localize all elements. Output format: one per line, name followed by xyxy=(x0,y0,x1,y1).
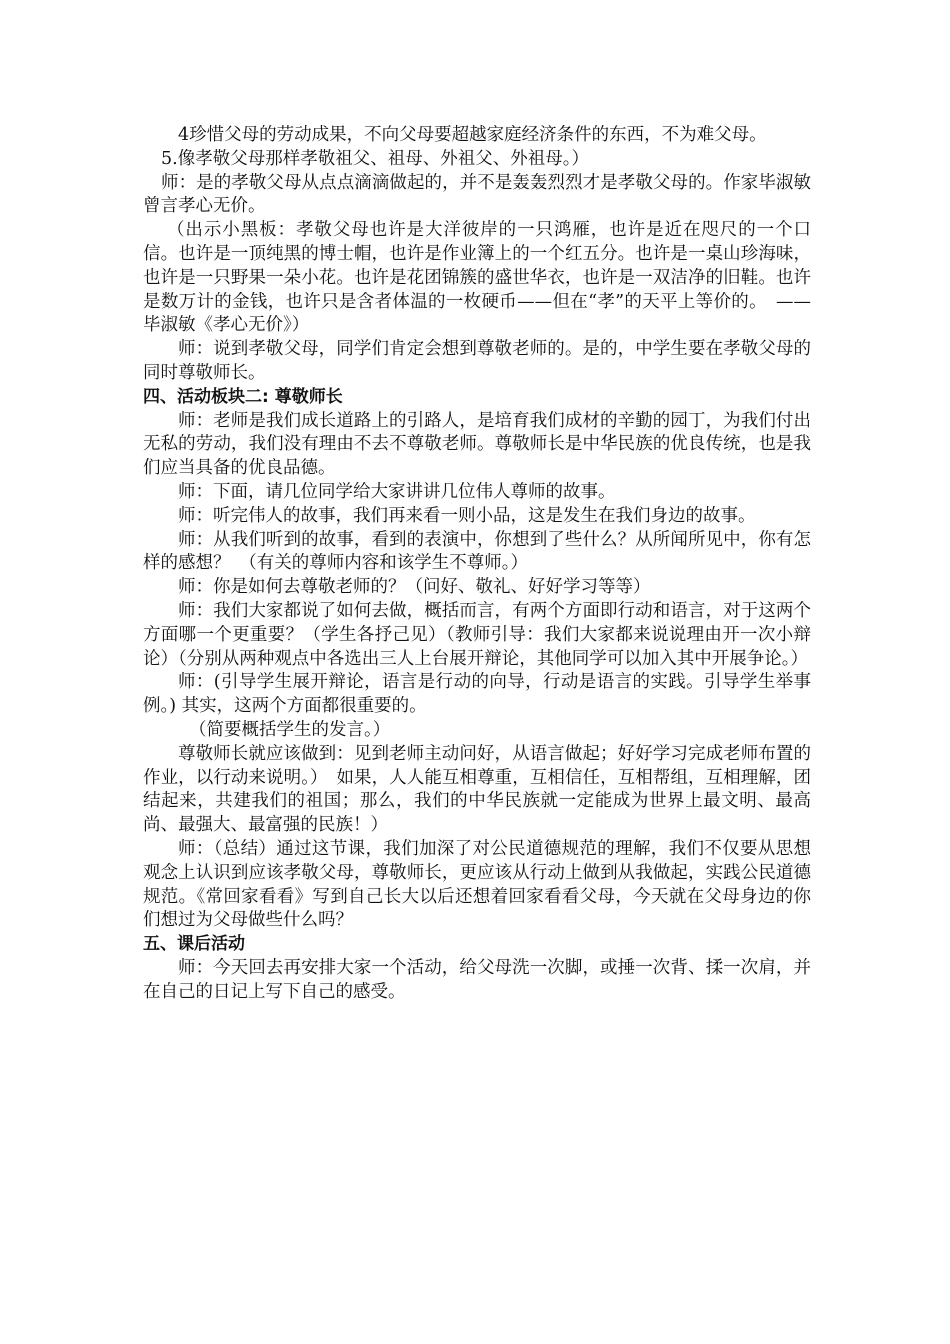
paragraph: 尊敬师长就应该做到：见到老师主动问好，从语言做起；好好学习完成老师布置的作业，以行动来说明。） 如果，人人能互相尊重，互相信任，互相帮组，互相理解，团结起来，共建我们的祖国；那么，我们的中华民族就一定能成为世界上最文明、最高尚、最强大、最富强的民族！） xyxy=(143,743,811,836)
paragraph: （简要概括学生的发言。） xyxy=(189,719,391,740)
paragraph: 师：说到孝敬父母，同学们肯定会想到尊敬老师的。是的，中学生要在孝敬父母的同时尊敬师长。 xyxy=(143,339,811,383)
paragraph: 师：老师是我们成长道路上的引路人，是培育我们成材的辛勤的园丁，为我们付出无私的劳动，我们没有理由不去不尊敬老师。尊敬师长是中华民族的优良传统，也是我们应当具备的优良品德。 xyxy=(143,410,811,479)
section-heading: 四、活动板块二: 尊敬师长 xyxy=(143,386,343,407)
paragraph: （出示小黑板：孝敬父母也许是大洋彼岸的一只鸿雁，也许是近在咫尺的一个口信。也许是一顶纯黑的博士帽，也许是作业簿上的一个红五分。也许是一桌山珍海味，也许是一只野果一朵小花。也许是花团锦簇的盛世华衣，也许是一双洁净的旧鞋。也许是数万计的金钱，也许只是含者体温的一枚硬币——但在“孝”的天平上等价的。 ——毕淑敏《孝心无价》） xyxy=(143,220,811,336)
paragraph: 师：下面，请几位同学给大家讲讲几位伟人尊师的故事。 xyxy=(178,481,616,502)
paragraph: 师：是的孝敬父母从点点滴滴做起的，并不是轰轰烈烈才是孝敬父母的。作家毕淑敏曾言孝心无价。 xyxy=(143,172,811,217)
paragraph: 师：你是如何去尊敬老师的？（问好、敬礼、好好学习等等） xyxy=(178,577,651,598)
paragraph: 师：（总结）通过这节课，我们加深了对公民道德规范的理解，我们不仅要从思想观念上认识到应该孝敬父母，尊敬师长，更应该从行动上做到从我做起，实践公民道德规范。《常回家看看》写到自己长大以后还想着回家看看父母，今天就在父母身边的你们想过为父母做些什么吗？ xyxy=(143,838,811,931)
paragraph: 师：今天回去再安排大家一个活动，给父母洗一次脚，或捶一次背、揉一次肩，并在自己的日记上写下自己的感受。 xyxy=(143,957,811,1002)
paragraph: 4珍惜父母的劳动成果，不向父母要超越家庭经济条件的东西，不为难父母。 xyxy=(178,125,767,145)
document-body xyxy=(143,124,811,1004)
paragraph: 5.像孝敬父母那样孝敬祖父、祖母、外祖父、外祖母。） xyxy=(161,148,589,169)
section-heading: 五、课后活动 xyxy=(143,934,245,955)
paragraph: 师：听完伟人的故事，我们再来看一则小品，这是发生在我们身边的故事。 xyxy=(178,505,756,526)
paragraph: 师：从我们听到的故事，看到的表演中，你想到了些什么？从所闻所见中，你有怎样的感想？ （有关的尊师内容和该学生不尊师。） xyxy=(143,529,811,574)
paragraph: 师：我们大家都说了如何去做，概括而言，有两个方面即行动和语言，对于这两个方面哪一个更重要？（学生各抒己见）（教师引导：我们大家都来说说理由开一次小辩论）（分别从两种观点中各选出三人上台展开辩论，其他同学可以加入其中开展争论。） xyxy=(143,600,811,669)
paragraph: 师：(引导学生展开辩论，语言是行动的向导，行动是语言的实践。引导学生举事例。) 其实，这两个方面都很重要的。 xyxy=(143,672,811,717)
